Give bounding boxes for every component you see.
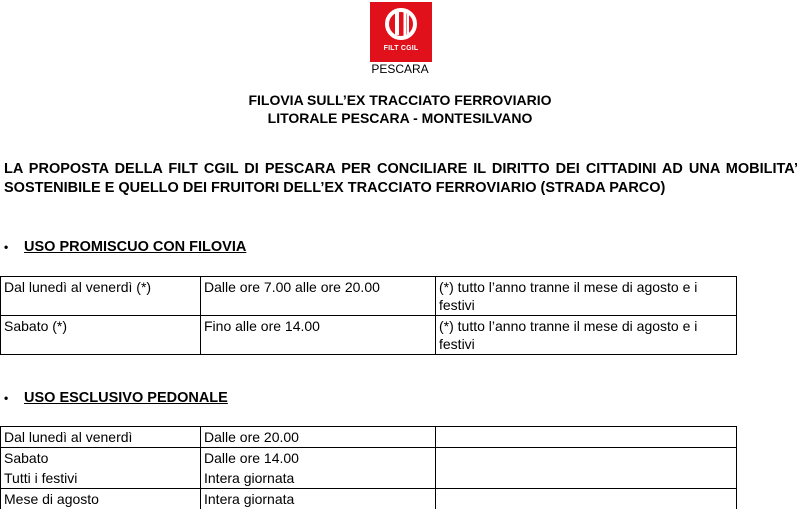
time-cell: Dalle ore 14.00	[201, 448, 436, 469]
time-cell: Intera giornata	[201, 468, 436, 489]
day-cell: Tutti i festivi	[1, 468, 201, 489]
note-cell	[436, 448, 737, 469]
note-cell: (*) tutto l’anno tranne il mese di agosto e i festivi	[436, 316, 737, 355]
logo-text: FILT CGIL	[383, 45, 419, 52]
time-cell: Dalle ore 20.00	[201, 427, 436, 448]
day-cell: Dal lunedì al venerdì	[1, 427, 201, 448]
day-cell: Dal lunedì al venerdì (*)	[1, 277, 201, 316]
table-row	[1, 316, 737, 355]
note-cell: (*) tutto l’anno tranne il mese di agosto e i festivi	[436, 277, 737, 316]
page-title-line2: LITORALE PESCARA - MONTESILVANO	[267, 110, 533, 126]
section-label: USO ESCLUSIVO PEDONALE	[24, 390, 228, 406]
table-row	[1, 277, 737, 316]
time-cell: Intera giornata	[201, 489, 436, 510]
note-cell	[436, 427, 737, 448]
day-cell: Sabato	[1, 448, 201, 469]
table-row	[1, 468, 737, 489]
table-row	[1, 448, 737, 469]
intro-paragraph: LA PROPOSTA DELLA FILT CGIL DI PESCARA PER CONCILIARE IL DIRITTO DEI CITTADINI AD UNA MOBILITA’ SOSTENIBILE E QUELLO DEI FRUITORI DELL’EX TRACCIATO FERROVIARIO (STRADA PARCO)	[4, 161, 798, 196]
schedule-table-pedonale	[0, 426, 737, 509]
schedule-table-promiscuo	[0, 276, 737, 355]
logo-emblem-icon	[370, 2, 432, 46]
section-label: USO PROMISCUO CON FILOVIA	[24, 239, 247, 255]
note-cell	[436, 468, 737, 489]
day-cell: Mese di agosto	[1, 489, 201, 510]
time-cell: Dalle ore 7.00 alle ore 20.00	[201, 277, 436, 316]
section-heading-pedonale	[4, 390, 228, 406]
logo-city: PESCARA	[371, 62, 429, 76]
time-cell: Fino alle ore 14.00	[201, 316, 436, 355]
table-row	[1, 489, 737, 510]
bullet-icon: •	[4, 240, 9, 254]
bullet-icon: •	[4, 391, 9, 405]
table-row	[1, 427, 737, 448]
note-cell	[436, 489, 737, 510]
filt-cgil-logo	[370, 2, 432, 62]
page-title-line1: FILOVIA SULL’EX TRACCIATO FERROVIARIO	[248, 92, 552, 108]
section-heading-promiscuo	[4, 239, 246, 255]
day-cell: Sabato (*)	[1, 316, 201, 355]
